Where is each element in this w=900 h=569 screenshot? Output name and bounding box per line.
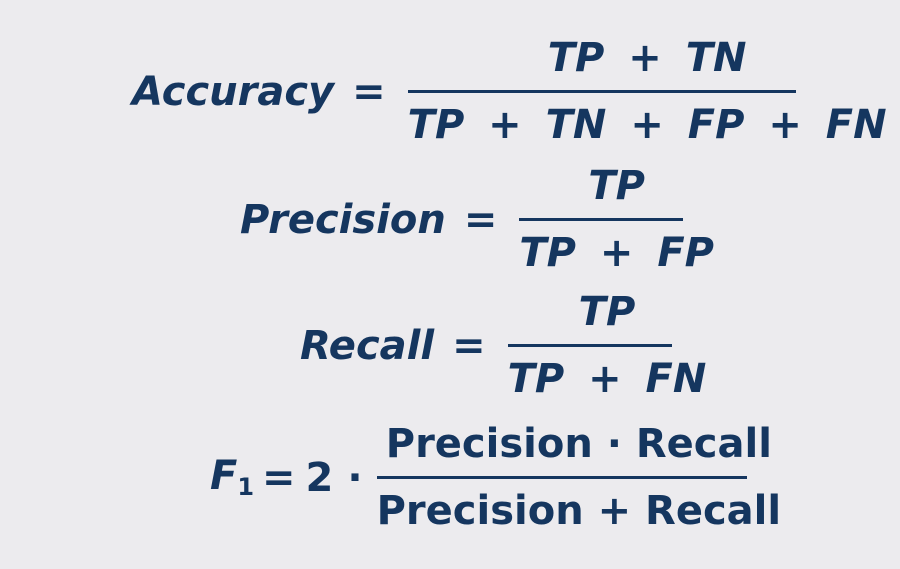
f1-denominator: Precision + Recall (376, 488, 782, 534)
precision-equals: = (463, 196, 498, 243)
f1-numerator: Precision · Recall (385, 421, 772, 467)
f1-multiply-dot: · (347, 454, 363, 501)
f1-coefficient: 2 (305, 454, 334, 501)
f1-equals: = (262, 454, 296, 501)
accuracy-equals: = (352, 68, 386, 115)
accuracy-numerator: TP + TN (547, 35, 747, 81)
recall-formula (300, 289, 707, 402)
precision-fraction (519, 163, 714, 276)
accuracy-fraction (407, 35, 887, 148)
precision-denominator: TP + FP (519, 230, 714, 276)
precision-numerator: TP (588, 163, 645, 209)
f1-label-main: F (210, 453, 238, 499)
f1-fraction (376, 421, 782, 534)
accuracy-label: Accuracy (132, 68, 335, 115)
accuracy-denominator: TP + TN + FP + FN (407, 102, 887, 148)
f1-label-subscript: 1 (237, 473, 255, 501)
recall-equals: = (452, 322, 486, 369)
recall-denominator: TP + FN (507, 356, 707, 402)
recall-fraction (507, 289, 707, 402)
precision-formula (240, 163, 714, 276)
recall-numerator: TP (578, 289, 636, 335)
accuracy-formula (132, 35, 887, 148)
f1-formula (210, 421, 782, 534)
f1-label (210, 453, 255, 501)
precision-label: Precision (240, 196, 446, 243)
recall-label: Recall (300, 322, 435, 369)
